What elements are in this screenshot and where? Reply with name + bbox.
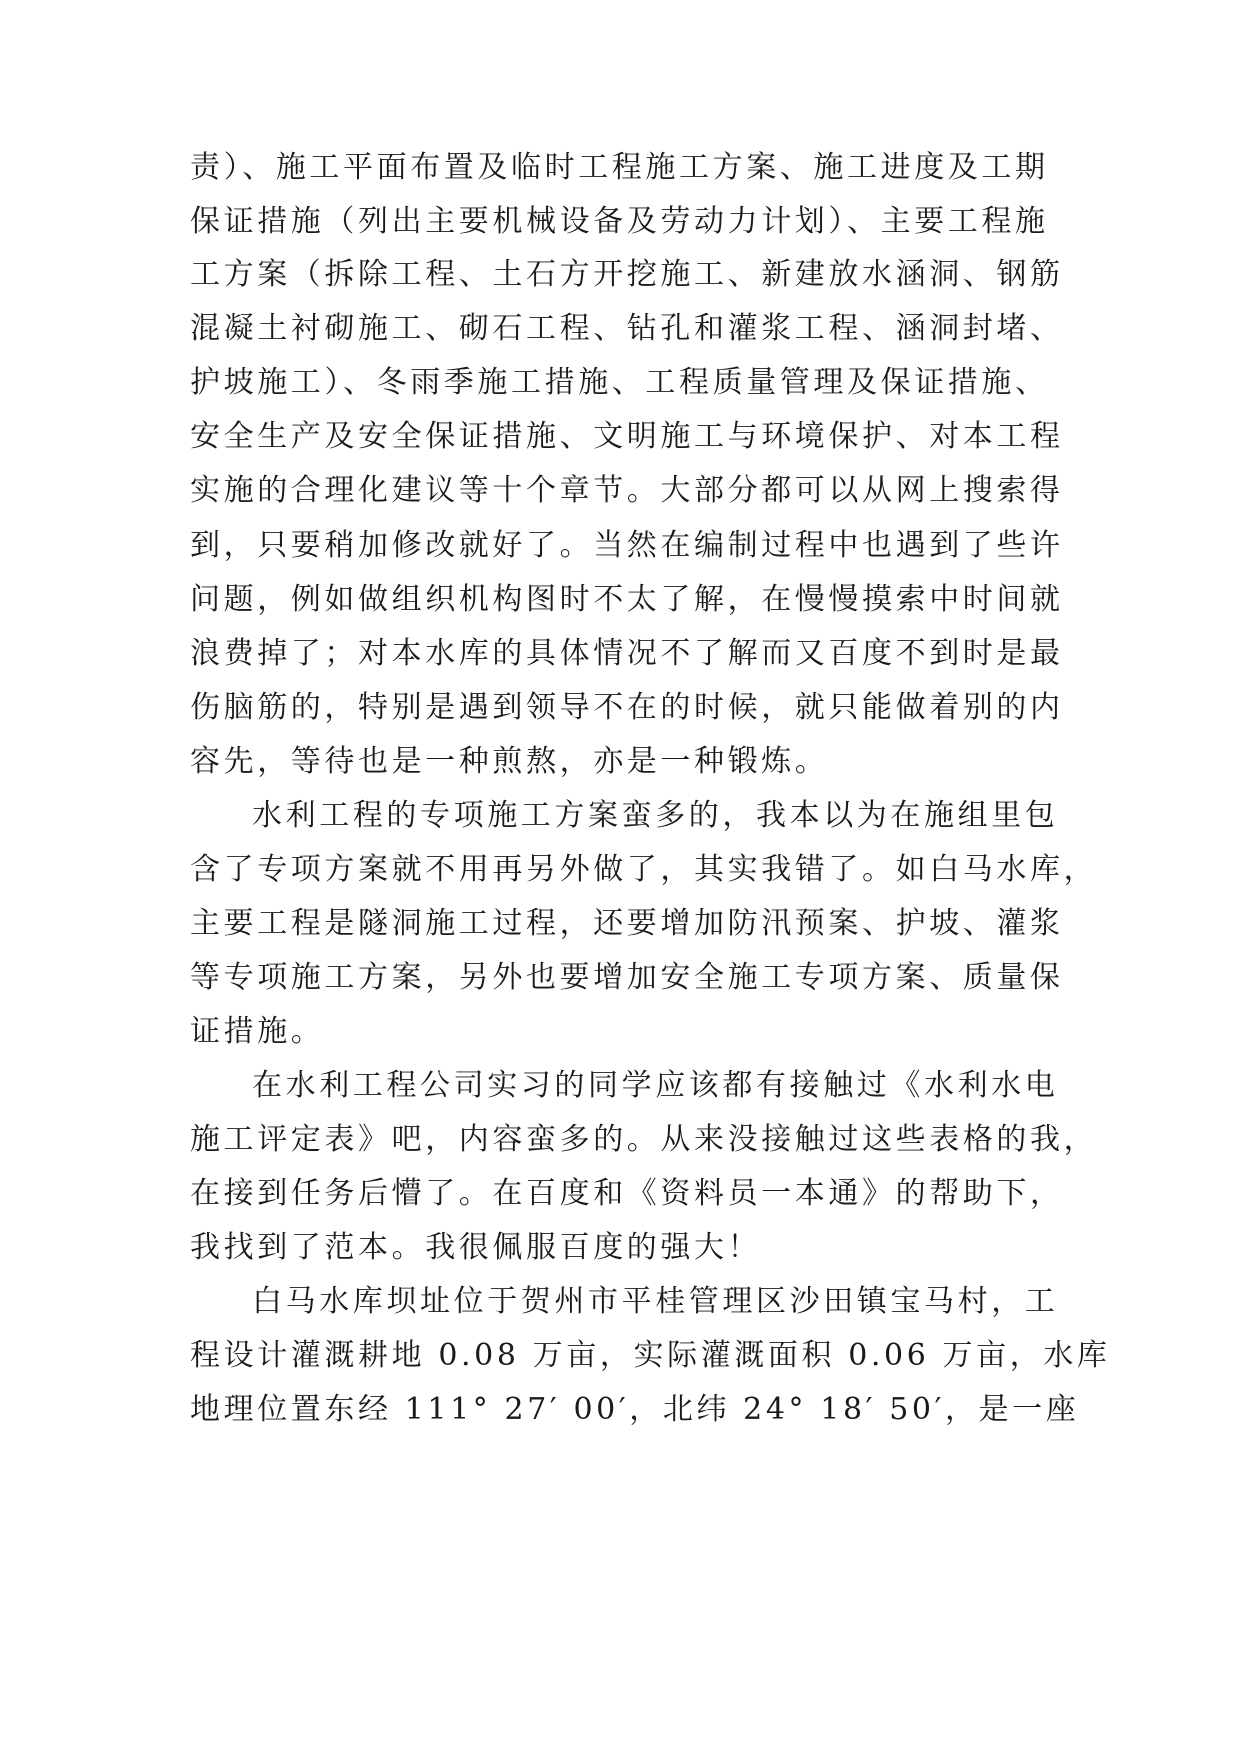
text-line: 保证措施（列出主要机械设备及劳动力计划）、主要工程施 xyxy=(190,204,1049,239)
text-line: 我找到了范本。我很佩服百度的强大！ xyxy=(190,1230,762,1265)
text-line: 问题，例如做组织机构图时不太了解，在慢慢摸索中时间就 xyxy=(190,582,1064,617)
text-line: 混凝土衬砌施工、砌石工程、钻孔和灌浆工程、涵洞封堵、 xyxy=(190,311,1064,346)
paragraph-first-line: 在水利工程公司实习的同学应该都有接触过《水利水电 xyxy=(252,1068,1059,1103)
text-line: 在接到任务后懵了。在百度和《资料员一本通》的帮助下， xyxy=(190,1176,1064,1211)
text-line: 工方案（拆除工程、土石方开挖施工、新建放水涵洞、钢筋 xyxy=(190,257,1064,292)
text-line: 程设计灌溉耕地 0.08 万亩，实际灌溉面积 0.06 万亩，水库 xyxy=(190,1338,1111,1373)
text-line: 伤脑筋的，特别是遇到领导不在的时候，就只能做着别的内 xyxy=(190,690,1064,725)
paragraph-first-line: 水利工程的专项施工方案蛮多的，我本以为在施组里包 xyxy=(252,798,1059,833)
text-line: 证措施。 xyxy=(190,1014,325,1049)
text-line: 地理位置东经 111° 27′ 00′，北纬 24° 18′ 50′，是一座 xyxy=(190,1392,1080,1427)
text-line: 浪费掉了；对本水库的具体情况不了解而又百度不到时是最 xyxy=(190,636,1064,671)
text-line: 主要工程是隧洞施工过程，还要增加防汛预案、护坡、灌浆 xyxy=(190,906,1064,941)
text-line: 安全生产及安全保证措施、文明施工与环境保护、对本工程 xyxy=(190,419,1064,454)
text-line: 实施的合理化建议等十个章节。大部分都可以从网上搜索得 xyxy=(190,473,1064,508)
text-line: 容先，等待也是一种煎熬，亦是一种锻炼。 xyxy=(190,744,829,779)
text-line: 含了专项方案就不用再另外做了，其实我错了。如白马水库， xyxy=(190,852,1098,887)
paragraph-first-line: 白马水库坝址位于贺州市平桂管理区沙田镇宝马村，工 xyxy=(252,1284,1059,1319)
text-line: 等专项施工方案，另外也要增加安全施工专项方案、质量保 xyxy=(190,960,1064,995)
text-line: 施工评定表》吧，内容蛮多的。从来没接触过这些表格的我， xyxy=(190,1122,1098,1157)
text-line: 责）、施工平面布置及临时工程施工方案、施工进度及工期 xyxy=(190,150,1049,185)
text-line: 护坡施工）、冬雨季施工措施、工程质量管理及保证措施、 xyxy=(190,365,1049,400)
text-line: 到，只要稍加修改就好了。当然在编制过程中也遇到了些许 xyxy=(190,528,1064,563)
